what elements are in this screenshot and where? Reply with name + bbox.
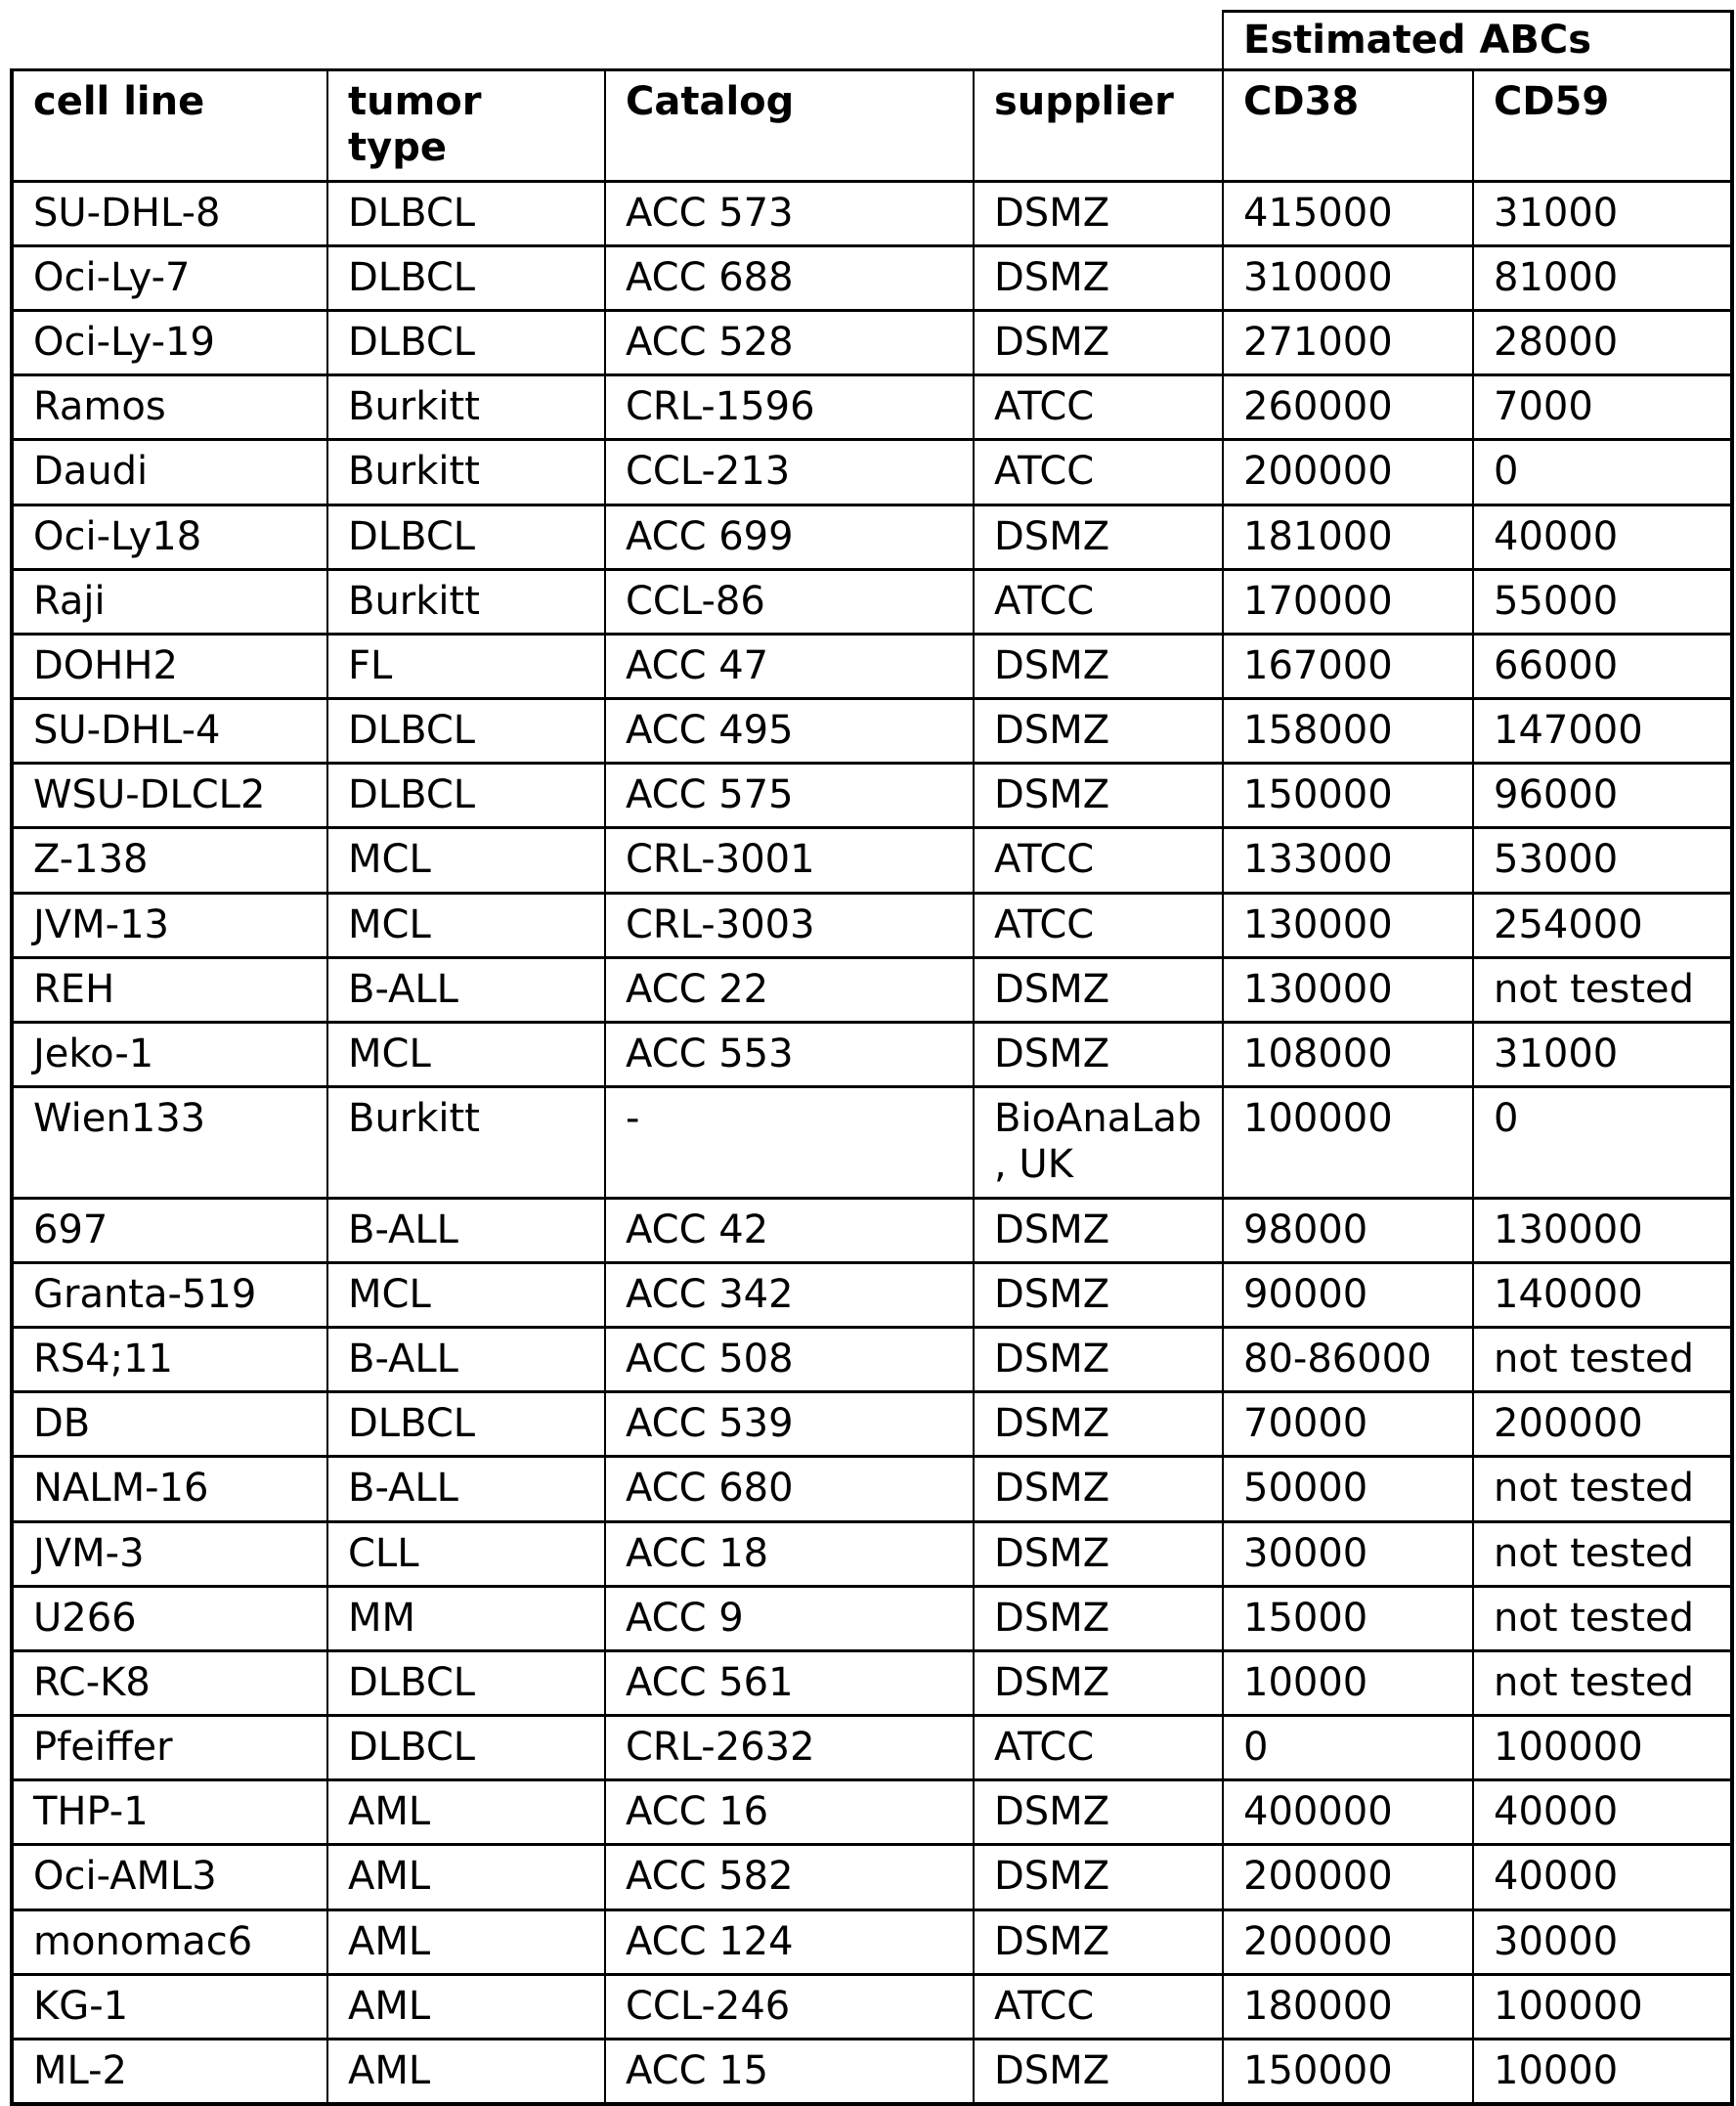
cell-tumor-type: CLL bbox=[327, 1521, 605, 1586]
cell-cd59: 200000 bbox=[1473, 1392, 1732, 1457]
cell-catalog: ACC 124 bbox=[605, 1909, 974, 1974]
estimated-abcs-group-header: Estimated ABCs bbox=[1223, 12, 1732, 70]
cell-cd38: 158000 bbox=[1223, 699, 1473, 764]
cell-cell-line: Oci-AML3 bbox=[12, 1845, 327, 1909]
cell-cd59: 0 bbox=[1473, 440, 1732, 505]
cell-tumor-type: AML bbox=[327, 2040, 605, 2105]
cell-supplier: ATCC bbox=[974, 893, 1223, 957]
cell-cd38: 200000 bbox=[1223, 1909, 1473, 1974]
cell-supplier: DSMZ bbox=[974, 1650, 1223, 1715]
cell-cell-line: Jeko-1 bbox=[12, 1023, 327, 1087]
cell-cd38: 80-86000 bbox=[1223, 1327, 1473, 1391]
table-row bbox=[12, 764, 1732, 828]
cell-cd38: 181000 bbox=[1223, 505, 1473, 569]
cell-supplier: DSMZ bbox=[974, 1023, 1223, 1087]
cell-cd59: 147000 bbox=[1473, 699, 1732, 764]
cell-cd38: 260000 bbox=[1223, 375, 1473, 440]
table-row bbox=[12, 1087, 1732, 1198]
cell-tumor-type: MCL bbox=[327, 1023, 605, 1087]
cell-cd59: not tested bbox=[1473, 1457, 1732, 1521]
column-header-cell-line: cell line bbox=[12, 70, 327, 181]
cell-cd59: 10000 bbox=[1473, 2040, 1732, 2105]
cell-cd59: 100000 bbox=[1473, 1974, 1732, 2039]
cell-supplier: ATCC bbox=[974, 828, 1223, 893]
cell-cell-line: NALM-16 bbox=[12, 1457, 327, 1521]
cell-tumor-type: B-ALL bbox=[327, 1327, 605, 1391]
cell-cd38: 150000 bbox=[1223, 2040, 1473, 2105]
cell-supplier: DSMZ bbox=[974, 1262, 1223, 1327]
cell-tumor-type: DLBCL bbox=[327, 1392, 605, 1457]
cell-supplier: DSMZ bbox=[974, 957, 1223, 1022]
cell-supplier: DSMZ bbox=[974, 245, 1223, 310]
table-row bbox=[12, 1327, 1732, 1391]
table-row bbox=[12, 1586, 1732, 1650]
cell-cd38: 150000 bbox=[1223, 764, 1473, 828]
cell-catalog: ACC 699 bbox=[605, 505, 974, 569]
cell-cd59: 28000 bbox=[1473, 310, 1732, 374]
table-row bbox=[12, 505, 1732, 569]
cell-cd59: 30000 bbox=[1473, 1909, 1732, 1974]
cell-cd38: 200000 bbox=[1223, 440, 1473, 505]
table-row bbox=[12, 569, 1732, 634]
cell-cd38: 200000 bbox=[1223, 1845, 1473, 1909]
cell-catalog: CRL-2632 bbox=[605, 1716, 974, 1780]
cell-cd59: not tested bbox=[1473, 1521, 1732, 1586]
header-spacer bbox=[12, 12, 1223, 70]
column-header-cd38: CD38 bbox=[1223, 70, 1473, 181]
cell-supplier: DSMZ bbox=[974, 1198, 1223, 1262]
table-row bbox=[12, 1974, 1732, 2039]
cell-cell-line: RC-K8 bbox=[12, 1650, 327, 1715]
cell-cd38: 108000 bbox=[1223, 1023, 1473, 1087]
cell-tumor-type: DLBCL bbox=[327, 505, 605, 569]
cell-cd59: 96000 bbox=[1473, 764, 1732, 828]
cell-catalog: ACC 688 bbox=[605, 245, 974, 310]
cell-cell-line: RS4;11 bbox=[12, 1327, 327, 1391]
cell-cd38: 167000 bbox=[1223, 634, 1473, 698]
cell-cd38: 50000 bbox=[1223, 1457, 1473, 1521]
cell-cd38: 70000 bbox=[1223, 1392, 1473, 1457]
cell-tumor-type: MM bbox=[327, 1586, 605, 1650]
cell-catalog: ACC 539 bbox=[605, 1392, 974, 1457]
cell-cd38: 130000 bbox=[1223, 957, 1473, 1022]
cell-cd59: 7000 bbox=[1473, 375, 1732, 440]
cell-catalog: ACC 582 bbox=[605, 1845, 974, 1909]
cell-supplier: DSMZ bbox=[974, 1521, 1223, 1586]
cell-cd59: 66000 bbox=[1473, 634, 1732, 698]
cell-cd38: 271000 bbox=[1223, 310, 1473, 374]
cell-cell-line: Ramos bbox=[12, 375, 327, 440]
cell-cell-line: Pfeiffer bbox=[12, 1716, 327, 1780]
cell-cd59: 53000 bbox=[1473, 828, 1732, 893]
table-row bbox=[12, 893, 1732, 957]
cell-catalog: ACC 42 bbox=[605, 1198, 974, 1262]
cell-cell-line: Oci-Ly18 bbox=[12, 505, 327, 569]
cell-cell-line: SU-DHL-8 bbox=[12, 181, 327, 245]
cell-cell-line: Oci-Ly-19 bbox=[12, 310, 327, 374]
cell-tumor-type: AML bbox=[327, 1780, 605, 1845]
table-row bbox=[12, 1457, 1732, 1521]
cell-supplier: DSMZ bbox=[974, 1780, 1223, 1845]
cell-catalog: ACC 573 bbox=[605, 181, 974, 245]
cell-cell-line: Wien133 bbox=[12, 1087, 327, 1198]
table-row bbox=[12, 1909, 1732, 1974]
cell-cd59: 40000 bbox=[1473, 1780, 1732, 1845]
cell-cd38: 30000 bbox=[1223, 1521, 1473, 1586]
cell-cd59: 0 bbox=[1473, 1087, 1732, 1198]
cell-catalog: ACC 528 bbox=[605, 310, 974, 374]
cell-catalog: CCL-246 bbox=[605, 1974, 974, 2039]
cell-tumor-type: Burkitt bbox=[327, 375, 605, 440]
cell-cd38: 0 bbox=[1223, 1716, 1473, 1780]
cell-supplier: BioAnaLab, UK bbox=[974, 1087, 1223, 1198]
cell-cd59: not tested bbox=[1473, 957, 1732, 1022]
table-row bbox=[12, 1023, 1732, 1087]
cell-tumor-type: AML bbox=[327, 1845, 605, 1909]
cell-tumor-type: DLBCL bbox=[327, 310, 605, 374]
cell-cd59: 31000 bbox=[1473, 1023, 1732, 1087]
cell-tumor-type: DLBCL bbox=[327, 699, 605, 764]
cell-cell-line: JVM-13 bbox=[12, 893, 327, 957]
cell-catalog: ACC 18 bbox=[605, 1521, 974, 1586]
table-row bbox=[12, 1716, 1732, 1780]
cell-cell-line: Oci-Ly-7 bbox=[12, 245, 327, 310]
cell-tumor-type: Burkitt bbox=[327, 569, 605, 634]
cell-cd38: 170000 bbox=[1223, 569, 1473, 634]
cell-cell-line: WSU-DLCL2 bbox=[12, 764, 327, 828]
table-row bbox=[12, 1650, 1732, 1715]
cell-tumor-type: DLBCL bbox=[327, 1716, 605, 1780]
cell-catalog: CRL-1596 bbox=[605, 375, 974, 440]
table-row bbox=[12, 375, 1732, 440]
cell-cell-line: ML-2 bbox=[12, 2040, 327, 2105]
cell-cd38: 310000 bbox=[1223, 245, 1473, 310]
cell-tumor-type: FL bbox=[327, 634, 605, 698]
cell-tumor-type: B-ALL bbox=[327, 1198, 605, 1262]
cell-catalog: ACC 342 bbox=[605, 1262, 974, 1327]
cell-cd38: 133000 bbox=[1223, 828, 1473, 893]
cell-cd59: 40000 bbox=[1473, 1845, 1732, 1909]
cell-cell-line: U266 bbox=[12, 1586, 327, 1650]
cell-cd38: 400000 bbox=[1223, 1780, 1473, 1845]
cell-cd59: 81000 bbox=[1473, 245, 1732, 310]
table-row bbox=[12, 440, 1732, 505]
cell-cd59: 100000 bbox=[1473, 1716, 1732, 1780]
cell-supplier: ATCC bbox=[974, 1716, 1223, 1780]
cell-supplier: DSMZ bbox=[974, 764, 1223, 828]
cell-catalog: ACC 47 bbox=[605, 634, 974, 698]
cell-supplier: DSMZ bbox=[974, 634, 1223, 698]
cell-line-table bbox=[10, 10, 1734, 2106]
table-row bbox=[12, 310, 1732, 374]
column-header-row bbox=[12, 70, 1732, 181]
cell-catalog: ACC 575 bbox=[605, 764, 974, 828]
cell-tumor-type: MCL bbox=[327, 1262, 605, 1327]
table-row bbox=[12, 1198, 1732, 1262]
cell-cd38: 90000 bbox=[1223, 1262, 1473, 1327]
column-header-cd59: CD59 bbox=[1473, 70, 1732, 181]
cell-tumor-type: DLBCL bbox=[327, 764, 605, 828]
cell-cd59: not tested bbox=[1473, 1586, 1732, 1650]
table-row bbox=[12, 957, 1732, 1022]
table-row bbox=[12, 1780, 1732, 1845]
table-row bbox=[12, 2040, 1732, 2105]
cell-cell-line: REH bbox=[12, 957, 327, 1022]
cell-catalog: CRL-3003 bbox=[605, 893, 974, 957]
cell-cell-line: Daudi bbox=[12, 440, 327, 505]
cell-catalog: ACC 553 bbox=[605, 1023, 974, 1087]
cell-cell-line: KG-1 bbox=[12, 1974, 327, 2039]
cell-cell-line: monomac6 bbox=[12, 1909, 327, 1974]
cell-supplier: DSMZ bbox=[974, 1845, 1223, 1909]
cell-cd59: 254000 bbox=[1473, 893, 1732, 957]
column-header-catalog: Catalog bbox=[605, 70, 974, 181]
cell-cd38: 10000 bbox=[1223, 1650, 1473, 1715]
cell-cd59: 140000 bbox=[1473, 1262, 1732, 1327]
cell-supplier: DSMZ bbox=[974, 310, 1223, 374]
cell-supplier: DSMZ bbox=[974, 2040, 1223, 2105]
table-row bbox=[12, 1845, 1732, 1909]
cell-supplier: DSMZ bbox=[974, 699, 1223, 764]
cell-cd38: 15000 bbox=[1223, 1586, 1473, 1650]
cell-supplier: DSMZ bbox=[974, 1909, 1223, 1974]
cell-cd59: 40000 bbox=[1473, 505, 1732, 569]
cell-cell-line: DB bbox=[12, 1392, 327, 1457]
cell-supplier: ATCC bbox=[974, 1974, 1223, 2039]
cell-tumor-type: DLBCL bbox=[327, 245, 605, 310]
cell-tumor-type: Burkitt bbox=[327, 440, 605, 505]
cell-cd38: 98000 bbox=[1223, 1198, 1473, 1262]
cell-catalog: CRL-3001 bbox=[605, 828, 974, 893]
cell-supplier: ATCC bbox=[974, 440, 1223, 505]
table-row bbox=[12, 1392, 1732, 1457]
cell-supplier: DSMZ bbox=[974, 1586, 1223, 1650]
cell-cd38: 180000 bbox=[1223, 1974, 1473, 2039]
cell-catalog: ACC 16 bbox=[605, 1780, 974, 1845]
cell-tumor-type: B-ALL bbox=[327, 1457, 605, 1521]
cell-supplier: DSMZ bbox=[974, 1392, 1223, 1457]
column-header-tumor-type: tumor type bbox=[327, 70, 605, 181]
cell-cd38: 100000 bbox=[1223, 1087, 1473, 1198]
cell-tumor-type: AML bbox=[327, 1974, 605, 2039]
table-row bbox=[12, 634, 1732, 698]
cell-tumor-type: B-ALL bbox=[327, 957, 605, 1022]
table-row bbox=[12, 1262, 1732, 1327]
cell-cd59: not tested bbox=[1473, 1327, 1732, 1391]
cell-supplier: ATCC bbox=[974, 375, 1223, 440]
cell-tumor-type: DLBCL bbox=[327, 181, 605, 245]
cell-catalog: ACC 508 bbox=[605, 1327, 974, 1391]
cell-supplier: DSMZ bbox=[974, 181, 1223, 245]
cell-cd59: 55000 bbox=[1473, 569, 1732, 634]
table-row bbox=[12, 699, 1732, 764]
cell-cell-line: Raji bbox=[12, 569, 327, 634]
cell-cell-line: SU-DHL-4 bbox=[12, 699, 327, 764]
cell-catalog: CCL-213 bbox=[605, 440, 974, 505]
cell-tumor-type: AML bbox=[327, 1909, 605, 1974]
cell-catalog: ACC 680 bbox=[605, 1457, 974, 1521]
cell-cell-line: DOHH2 bbox=[12, 634, 327, 698]
group-header-row bbox=[12, 12, 1732, 70]
cell-supplier: ATCC bbox=[974, 569, 1223, 634]
cell-catalog: CCL-86 bbox=[605, 569, 974, 634]
table-row bbox=[12, 828, 1732, 893]
cell-cd59: 31000 bbox=[1473, 181, 1732, 245]
cell-tumor-type: MCL bbox=[327, 828, 605, 893]
table-row bbox=[12, 181, 1732, 245]
cell-cell-line: THP-1 bbox=[12, 1780, 327, 1845]
cell-tumor-type: MCL bbox=[327, 893, 605, 957]
cell-catalog: ACC 495 bbox=[605, 699, 974, 764]
cell-catalog: ACC 22 bbox=[605, 957, 974, 1022]
table-row bbox=[12, 245, 1732, 310]
cell-cd59: 130000 bbox=[1473, 1198, 1732, 1262]
cell-catalog: ACC 9 bbox=[605, 1586, 974, 1650]
cell-cd38: 130000 bbox=[1223, 893, 1473, 957]
cell-cd38: 415000 bbox=[1223, 181, 1473, 245]
cell-catalog: ACC 561 bbox=[605, 1650, 974, 1715]
cell-cell-line: Z-138 bbox=[12, 828, 327, 893]
cell-supplier: DSMZ bbox=[974, 505, 1223, 569]
cell-tumor-type: DLBCL bbox=[327, 1650, 605, 1715]
cell-supplier: DSMZ bbox=[974, 1327, 1223, 1391]
cell-cd59: not tested bbox=[1473, 1650, 1732, 1715]
table-row bbox=[12, 1521, 1732, 1586]
cell-cell-line: Granta-519 bbox=[12, 1262, 327, 1327]
cell-supplier: DSMZ bbox=[974, 1457, 1223, 1521]
cell-cell-line: JVM-3 bbox=[12, 1521, 327, 1586]
column-header-supplier: supplier bbox=[974, 70, 1223, 181]
cell-cell-line: 697 bbox=[12, 1198, 327, 1262]
cell-tumor-type: Burkitt bbox=[327, 1087, 605, 1198]
cell-catalog: ACC 15 bbox=[605, 2040, 974, 2105]
cell-catalog: - bbox=[605, 1087, 974, 1198]
table-header bbox=[12, 12, 1732, 182]
table-body bbox=[12, 181, 1732, 2104]
